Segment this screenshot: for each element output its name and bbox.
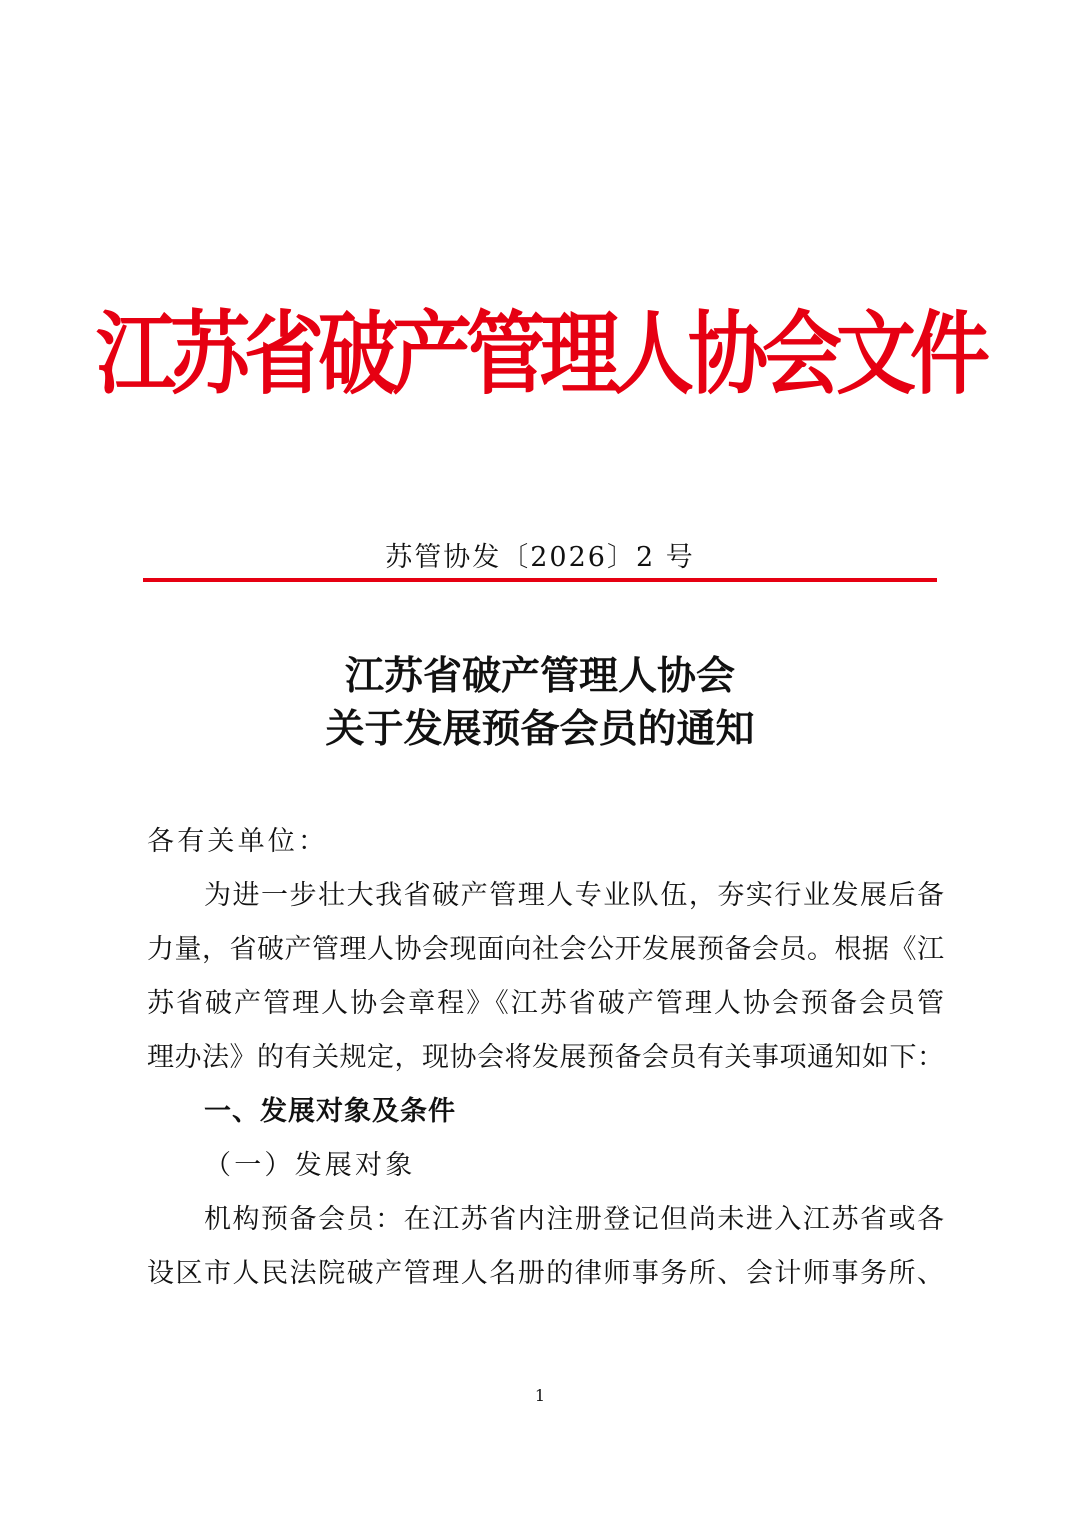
section-1-heading: 一、发展对象及条件 — [204, 1096, 456, 1127]
paragraph-2-line: 机构预备会员：在江苏省内注册登记但尚未进入江苏省或各 — [204, 1204, 944, 1235]
notice-title-line-1: 江苏省破产管理人协会 — [344, 653, 735, 699]
paragraph-1-line: 力量，省破产管理人协会现面向社会公开发展预备会员。根据《江 — [147, 934, 944, 965]
paragraph-1-line: 苏省破产管理人协会章程》《江苏省破产管理人协会预备会员管 — [147, 988, 944, 1019]
paragraph-1-line: 为进一步壮大我省破产管理人专业队伍，夯实行业发展后备 — [204, 880, 944, 911]
subsection-1-heading: （一）发展对象 — [204, 1150, 416, 1181]
notice-title-line-2: 关于发展预备会员的通知 — [325, 706, 755, 752]
paragraph-1-line: 理办法》的有关规定，现协会将发展预备会员有关事项通知如下： — [147, 1042, 944, 1073]
salutation: 各有关单位： — [147, 826, 329, 857]
paragraph-2-line: 设区市人民法院破产管理人名册的律师事务所、会计师事务所、 — [147, 1258, 944, 1289]
document-number: 苏管协发〔2026〕2 号 — [385, 542, 695, 573]
page-number: 1 — [534, 1386, 546, 1405]
header-title: 江苏省破产管理人协会文件 — [96, 302, 984, 407]
header-divider — [143, 578, 937, 582]
